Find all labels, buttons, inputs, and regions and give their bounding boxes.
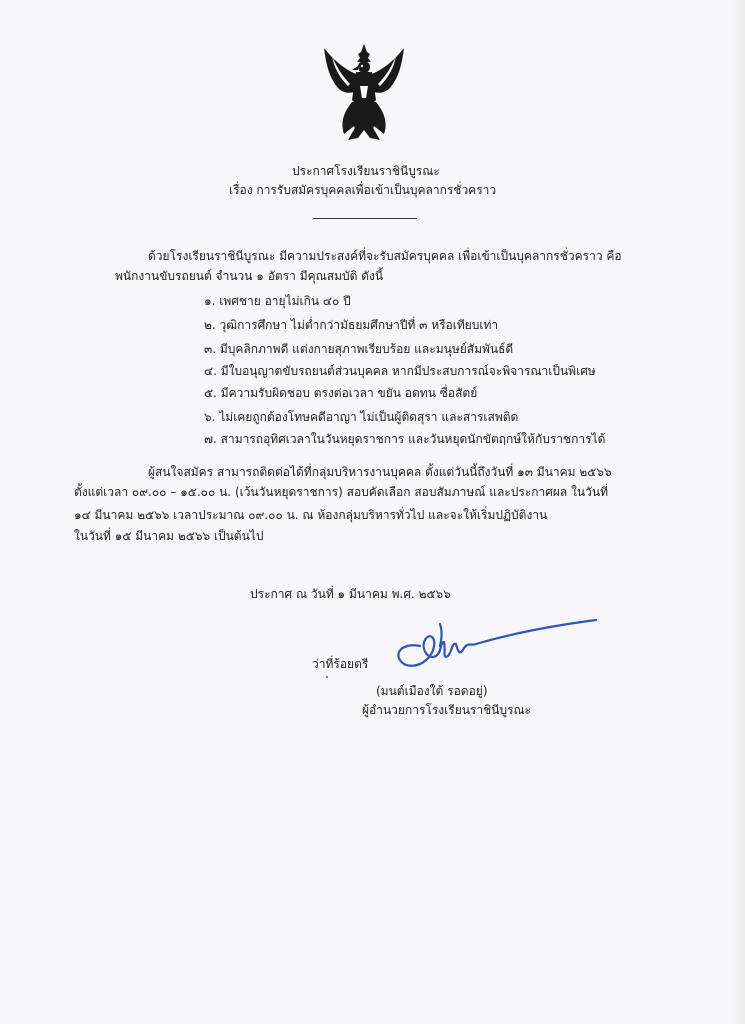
contact-paragraph-line-4: ในวันที่ ๑๕ มีนาคม ๒๕๖๖ เป็นต้นไป bbox=[74, 529, 264, 543]
handwritten-signature bbox=[390, 612, 600, 676]
intro-line-1: ด้วยโรงเรียนราชินีบูรณะ มีความประสงค์ที่จะรับสมัครบุคคล เพื่อเข้าเป็นบุคลากรชั่วคราว คือ bbox=[148, 249, 622, 263]
signer-rank: ว่าที่ร้อยตรี bbox=[312, 657, 369, 671]
signer-name: (มนต์เมืองใต้ รอดอยู่) bbox=[376, 684, 488, 698]
garuda-emblem-icon bbox=[318, 42, 410, 144]
signer-position: ผู้อำนวยการโรงเรียนราชินีบูรณะ bbox=[362, 703, 532, 717]
announcement-subject: เรื่อง การรับสมัครบุคคลเพื่อเข้าเป็นบุคลากรชั่วคราว bbox=[229, 183, 497, 197]
contact-paragraph-line-1: ผู้สนใจสมัคร สามารถติดต่อได้ที่กลุ่มบริหารงานบุคคล ตั้งแต่วันนี้ถึงวันที่ ๑๓ มีนาคม ๒๕๖๖ bbox=[148, 465, 612, 479]
paper-edge-shadow bbox=[731, 0, 745, 1024]
qualification-item: ๖. ไม่เคยถูกต้องโทษคดีอาญา ไม่เป็นผู้ติดสุรา และสารเสพติด bbox=[204, 410, 519, 424]
qualification-item: ๒. วุฒิการศึกษา ไม่ต่ำกว่ามัธยมศึกษาปีที่ ๓ หรือเทียบเท่า bbox=[204, 318, 499, 332]
qualification-item: ๑. เพศชาย อายุไม่เกิน ๔๐ ปี bbox=[204, 294, 351, 308]
title-divider bbox=[313, 218, 417, 219]
announcement-date: ประกาศ ณ วันที่ ๑ มีนาคม พ.ศ. ๒๕๖๖ bbox=[250, 587, 451, 601]
qualification-item: ๕. มีความรับผิดชอบ ตรงต่อเวลา ขยัน อดทน ซื่อสัตย์ bbox=[204, 386, 478, 400]
qualification-item: ๓. มีบุคลิกภาพดี แต่งกายสุภาพเรียบร้อย และมนุษย์สัมพันธ์ดี bbox=[204, 342, 514, 356]
announcement-title: ประกาศโรงเรียนราชินีบูรณะ bbox=[292, 164, 440, 178]
qualification-item: ๔. มีใบอนุญาตขับรถยนต์ส่วนบุคคล หากมีประสบการณ์จะพิจารณาเป็นพิเศษ bbox=[204, 364, 596, 378]
intro-line-2: พนักงานขับรถยนต์ จำนวน ๑ อัตรา มีคุณสมบัติ ดังนี้ bbox=[115, 269, 384, 283]
qualification-item: ๗. สามารถอุทิศเวลาในวันหยุดราชการ และวันหยุดนักขัตฤกษ์ให้กับราชการได้ bbox=[204, 432, 606, 446]
ink-dot bbox=[326, 676, 328, 678]
contact-paragraph-line-2: ตั้งแต่เวลา ๐๙.๐๐ – ๑๕.๐๐ น. (เว้นวันหยุดราชการ) สอบคัดเลือก สอบสัมภาษณ์ และประกาศผล ในวันที่ bbox=[74, 485, 608, 499]
contact-paragraph-line-3: ๑๔ มีนาคม ๒๕๖๖ เวลาประมาณ ๐๙.๐๐ น. ณ ห้องกลุ่มบริหารทั่วไป และจะให้เริ่มปฏิบัติงาน bbox=[74, 508, 548, 522]
